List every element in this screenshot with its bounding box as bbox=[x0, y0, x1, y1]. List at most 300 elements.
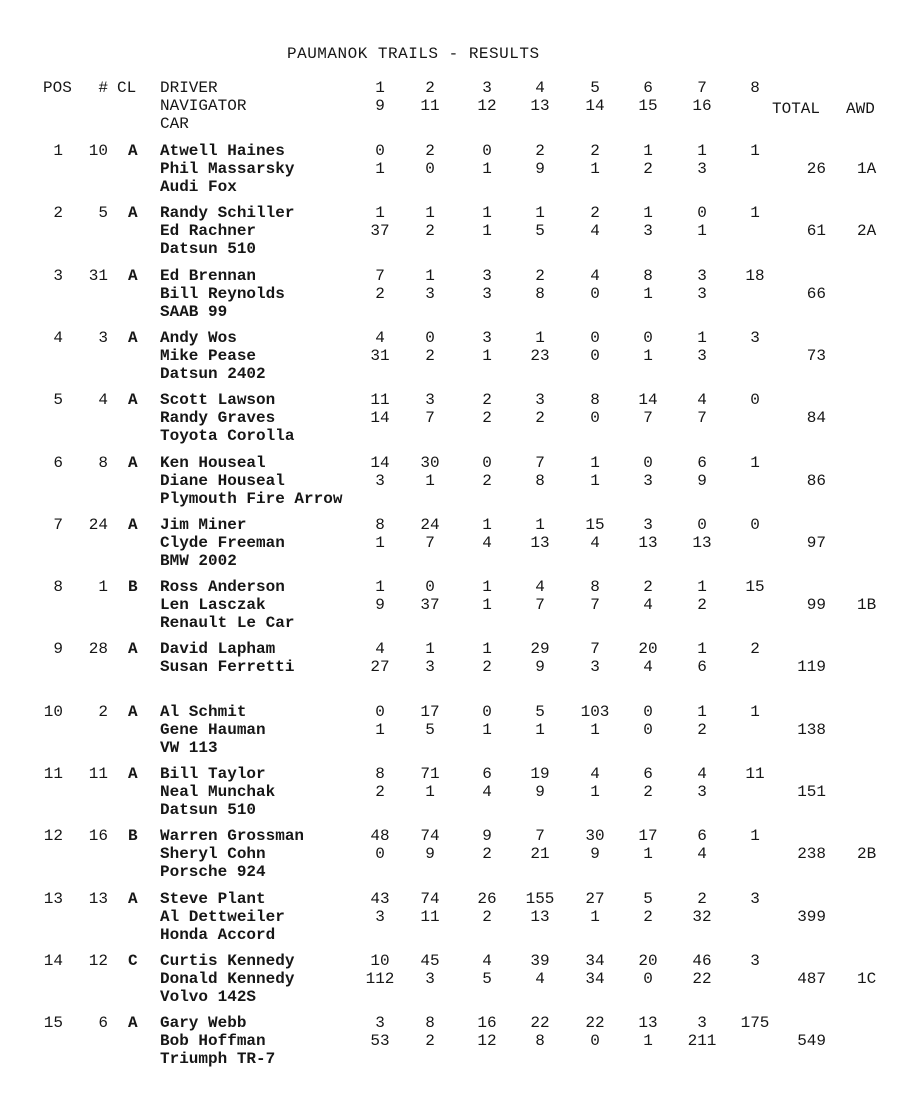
leg-score: 5 bbox=[482, 970, 492, 988]
leg-score: 1 bbox=[590, 472, 600, 490]
leg-score: 3 bbox=[697, 1014, 707, 1032]
leg-score: 3 bbox=[375, 472, 385, 490]
leg-score: 0 bbox=[750, 516, 760, 534]
header-award: AWD bbox=[846, 100, 875, 118]
result-award: 2B bbox=[857, 845, 877, 863]
result-class: A bbox=[128, 454, 138, 472]
leg-score: 1 bbox=[482, 596, 492, 614]
leg-score: 1 bbox=[643, 285, 653, 303]
leg-score: 9 bbox=[375, 596, 385, 614]
leg-score: 14 bbox=[370, 454, 390, 472]
leg-score: 175 bbox=[740, 1014, 770, 1032]
leg-score: 2 bbox=[482, 658, 492, 676]
leg-score: 8 bbox=[425, 1014, 435, 1032]
leg-score: 6 bbox=[643, 765, 653, 783]
result-position: 15 bbox=[43, 1014, 63, 1032]
result-position: 12 bbox=[43, 827, 63, 845]
result-class: C bbox=[128, 952, 138, 970]
result-car: Volvo 142S bbox=[160, 988, 257, 1006]
leg-score: 8 bbox=[535, 472, 545, 490]
result-entry bbox=[0, 1014, 900, 1076]
leg-score: 1 bbox=[535, 204, 545, 222]
result-total: 151 bbox=[797, 783, 826, 801]
leg-score: 0 bbox=[643, 970, 653, 988]
leg-score: 1 bbox=[643, 347, 653, 365]
leg-score: 8 bbox=[535, 285, 545, 303]
leg-score: 53 bbox=[370, 1032, 390, 1050]
leg-score: 2 bbox=[643, 578, 653, 596]
leg-score: 24 bbox=[420, 516, 440, 534]
leg-score: 1 bbox=[590, 783, 600, 801]
leg-score: 8 bbox=[375, 516, 385, 534]
result-navigator: Phil Massarsky bbox=[160, 160, 295, 178]
result-total: 84 bbox=[806, 409, 826, 427]
result-position: 9 bbox=[53, 640, 63, 658]
result-driver: Al Schmit bbox=[160, 703, 247, 721]
header-leg-number: 14 bbox=[585, 97, 605, 115]
result-class: A bbox=[128, 142, 138, 160]
leg-score: 1 bbox=[697, 640, 707, 658]
leg-score: 3 bbox=[425, 285, 435, 303]
leg-score: 27 bbox=[370, 658, 390, 676]
result-total: 66 bbox=[806, 285, 826, 303]
result-car-number: 2 bbox=[98, 703, 108, 721]
leg-score: 9 bbox=[535, 160, 545, 178]
result-car-number: 8 bbox=[98, 454, 108, 472]
result-car: BMW 2002 bbox=[160, 552, 237, 570]
leg-score: 1 bbox=[535, 721, 545, 739]
leg-score: 46 bbox=[692, 952, 712, 970]
result-class: A bbox=[128, 703, 138, 721]
leg-score: 3 bbox=[482, 285, 492, 303]
leg-score: 1 bbox=[535, 516, 545, 534]
result-navigator: Neal Munchak bbox=[160, 783, 276, 801]
result-award: 1C bbox=[857, 970, 877, 988]
leg-score: 0 bbox=[482, 703, 492, 721]
result-navigator: Randy Graves bbox=[160, 409, 276, 427]
header-leg-number: 1 bbox=[375, 79, 385, 97]
result-car-number: 16 bbox=[88, 827, 108, 845]
leg-score: 7 bbox=[697, 409, 707, 427]
leg-score: 9 bbox=[590, 845, 600, 863]
leg-score: 2 bbox=[590, 204, 600, 222]
result-car-number: 28 bbox=[88, 640, 108, 658]
header-leg-number: 12 bbox=[477, 97, 497, 115]
result-total: 61 bbox=[806, 222, 826, 240]
leg-score: 112 bbox=[365, 970, 395, 988]
leg-score: 17 bbox=[420, 703, 440, 721]
leg-score: 2 bbox=[425, 347, 435, 365]
leg-score: 7 bbox=[375, 267, 385, 285]
result-position: 6 bbox=[53, 454, 63, 472]
leg-score: 13 bbox=[530, 908, 550, 926]
leg-score: 2 bbox=[425, 222, 435, 240]
leg-score: 3 bbox=[697, 347, 707, 365]
leg-score: 2 bbox=[750, 640, 760, 658]
leg-score: 1 bbox=[535, 329, 545, 347]
result-entry bbox=[0, 578, 900, 640]
result-position: 14 bbox=[43, 952, 63, 970]
result-class: A bbox=[128, 890, 138, 908]
leg-score: 3 bbox=[425, 658, 435, 676]
result-driver: Ken Houseal bbox=[160, 454, 266, 472]
leg-score: 13 bbox=[638, 534, 658, 552]
leg-score: 7 bbox=[535, 454, 545, 472]
leg-score: 1 bbox=[643, 142, 653, 160]
result-driver: Bill Taylor bbox=[160, 765, 266, 783]
leg-score: 6 bbox=[697, 454, 707, 472]
leg-score: 2 bbox=[482, 391, 492, 409]
leg-score: 9 bbox=[697, 472, 707, 490]
result-total: 549 bbox=[797, 1032, 826, 1050]
header-leg-number: 11 bbox=[420, 97, 440, 115]
leg-score: 0 bbox=[643, 721, 653, 739]
result-driver: Ed Brennan bbox=[160, 267, 257, 285]
leg-score: 1 bbox=[482, 204, 492, 222]
leg-score: 2 bbox=[375, 285, 385, 303]
leg-score: 7 bbox=[590, 640, 600, 658]
result-car-number: 3 bbox=[98, 329, 108, 347]
leg-score: 4 bbox=[535, 970, 545, 988]
leg-score: 0 bbox=[590, 329, 600, 347]
leg-score: 10 bbox=[370, 952, 390, 970]
leg-score: 45 bbox=[420, 952, 440, 970]
leg-score: 13 bbox=[638, 1014, 658, 1032]
leg-score: 4 bbox=[590, 267, 600, 285]
result-driver: Andy Wos bbox=[160, 329, 237, 347]
result-car: Datsun 510 bbox=[160, 240, 257, 258]
header-leg-number: 6 bbox=[643, 79, 653, 97]
leg-score: 22 bbox=[530, 1014, 550, 1032]
header-leg-number: 16 bbox=[692, 97, 712, 115]
leg-score: 15 bbox=[745, 578, 765, 596]
leg-score: 2 bbox=[643, 783, 653, 801]
leg-score: 14 bbox=[638, 391, 658, 409]
leg-score: 17 bbox=[638, 827, 658, 845]
leg-score: 1 bbox=[482, 222, 492, 240]
leg-score: 26 bbox=[477, 890, 497, 908]
leg-score: 37 bbox=[370, 222, 390, 240]
leg-score: 6 bbox=[697, 827, 707, 845]
leg-score: 20 bbox=[638, 952, 658, 970]
result-navigator: Diane Houseal bbox=[160, 472, 285, 490]
leg-score: 1 bbox=[425, 472, 435, 490]
leg-score: 2 bbox=[482, 845, 492, 863]
result-position: 1 bbox=[53, 142, 63, 160]
leg-score: 3 bbox=[697, 285, 707, 303]
leg-score: 3 bbox=[425, 970, 435, 988]
result-class: A bbox=[128, 267, 138, 285]
leg-score: 5 bbox=[535, 703, 545, 721]
result-car: Triumph TR-7 bbox=[160, 1050, 276, 1068]
result-car-number: 11 bbox=[88, 765, 108, 783]
leg-score: 3 bbox=[590, 658, 600, 676]
leg-score: 3 bbox=[643, 472, 653, 490]
leg-score: 3 bbox=[697, 267, 707, 285]
result-navigator: Donald Kennedy bbox=[160, 970, 295, 988]
result-driver: Gary Webb bbox=[160, 1014, 247, 1032]
leg-score: 1 bbox=[643, 1032, 653, 1050]
leg-score: 30 bbox=[420, 454, 440, 472]
result-class: A bbox=[128, 391, 138, 409]
result-driver: Scott Lawson bbox=[160, 391, 276, 409]
leg-score: 0 bbox=[482, 142, 492, 160]
result-car-number: 10 bbox=[88, 142, 108, 160]
leg-score: 3 bbox=[375, 908, 385, 926]
result-total: 238 bbox=[797, 845, 826, 863]
result-class: A bbox=[128, 765, 138, 783]
result-entry bbox=[0, 267, 900, 329]
leg-score: 23 bbox=[530, 347, 550, 365]
leg-score: 9 bbox=[535, 658, 545, 676]
leg-score: 7 bbox=[425, 409, 435, 427]
leg-score: 2 bbox=[482, 472, 492, 490]
result-entry bbox=[0, 952, 900, 1014]
leg-score: 0 bbox=[425, 160, 435, 178]
result-total: 26 bbox=[806, 160, 826, 178]
leg-score: 0 bbox=[697, 204, 707, 222]
leg-score: 32 bbox=[692, 908, 712, 926]
leg-score: 29 bbox=[530, 640, 550, 658]
result-driver: Ross Anderson bbox=[160, 578, 285, 596]
leg-score: 3 bbox=[425, 391, 435, 409]
result-total: 119 bbox=[797, 658, 826, 676]
leg-score: 1 bbox=[482, 347, 492, 365]
result-driver: Warren Grossman bbox=[160, 827, 305, 845]
leg-score: 3 bbox=[643, 222, 653, 240]
leg-score: 2 bbox=[425, 142, 435, 160]
leg-score: 7 bbox=[535, 596, 545, 614]
result-entry bbox=[0, 329, 900, 391]
leg-score: 4 bbox=[375, 329, 385, 347]
result-position: 10 bbox=[43, 703, 63, 721]
leg-score: 0 bbox=[750, 391, 760, 409]
result-position: 11 bbox=[43, 765, 63, 783]
leg-score: 0 bbox=[425, 329, 435, 347]
leg-score: 11 bbox=[370, 391, 390, 409]
leg-score: 1 bbox=[482, 160, 492, 178]
leg-score: 2 bbox=[590, 142, 600, 160]
result-navigator: Clyde Freeman bbox=[160, 534, 285, 552]
leg-score: 4 bbox=[482, 534, 492, 552]
leg-score: 0 bbox=[590, 347, 600, 365]
leg-score: 13 bbox=[692, 534, 712, 552]
leg-score: 1 bbox=[590, 160, 600, 178]
leg-score: 9 bbox=[535, 783, 545, 801]
header-total: TOTAL bbox=[772, 100, 821, 118]
result-car: VW 113 bbox=[160, 739, 218, 757]
leg-score: 2 bbox=[482, 908, 492, 926]
leg-score: 155 bbox=[525, 890, 555, 908]
leg-score: 3 bbox=[643, 516, 653, 534]
leg-score: 6 bbox=[482, 765, 492, 783]
leg-score: 34 bbox=[585, 952, 605, 970]
leg-score: 7 bbox=[535, 827, 545, 845]
header-navigator: NAVIGATOR bbox=[160, 97, 247, 115]
leg-score: 1 bbox=[375, 204, 385, 222]
header-car-number: # bbox=[98, 79, 108, 97]
result-position: 3 bbox=[53, 267, 63, 285]
leg-score: 0 bbox=[697, 516, 707, 534]
result-navigator: Len Lasczak bbox=[160, 596, 266, 614]
result-class: A bbox=[128, 204, 138, 222]
leg-score: 1 bbox=[482, 640, 492, 658]
leg-score: 1 bbox=[590, 454, 600, 472]
result-navigator: Mike Pease bbox=[160, 347, 257, 365]
result-navigator: Bob Hoffman bbox=[160, 1032, 266, 1050]
leg-score: 4 bbox=[643, 658, 653, 676]
leg-score: 8 bbox=[590, 391, 600, 409]
result-driver: David Lapham bbox=[160, 640, 276, 658]
result-award: 2A bbox=[857, 222, 877, 240]
header-driver: DRIVER bbox=[160, 79, 218, 97]
result-car-number: 5 bbox=[98, 204, 108, 222]
leg-score: 1 bbox=[643, 845, 653, 863]
result-total: 399 bbox=[797, 908, 826, 926]
leg-score: 211 bbox=[687, 1032, 717, 1050]
leg-score: 1 bbox=[425, 783, 435, 801]
leg-score: 22 bbox=[692, 970, 712, 988]
leg-score: 3 bbox=[750, 329, 760, 347]
leg-score: 2 bbox=[697, 721, 707, 739]
leg-score: 12 bbox=[477, 1032, 497, 1050]
leg-score: 1 bbox=[697, 578, 707, 596]
header-leg-number: 5 bbox=[590, 79, 600, 97]
leg-score: 1 bbox=[750, 142, 760, 160]
result-total: 73 bbox=[806, 347, 826, 365]
leg-score: 27 bbox=[585, 890, 605, 908]
leg-score: 103 bbox=[580, 703, 610, 721]
leg-score: 9 bbox=[425, 845, 435, 863]
leg-score: 1 bbox=[482, 578, 492, 596]
leg-score: 39 bbox=[530, 952, 550, 970]
leg-score: 11 bbox=[745, 765, 765, 783]
leg-score: 3 bbox=[482, 267, 492, 285]
leg-score: 30 bbox=[585, 827, 605, 845]
leg-score: 37 bbox=[420, 596, 440, 614]
result-car-number: 13 bbox=[88, 890, 108, 908]
result-award: 1B bbox=[857, 596, 877, 614]
header-leg-number: 8 bbox=[750, 79, 760, 97]
leg-score: 8 bbox=[590, 578, 600, 596]
result-entry bbox=[0, 703, 900, 765]
result-position: 8 bbox=[53, 578, 63, 596]
result-car: Plymouth Fire Arrow bbox=[160, 490, 343, 508]
leg-score: 1 bbox=[697, 142, 707, 160]
leg-score: 1 bbox=[375, 721, 385, 739]
leg-score: 34 bbox=[585, 970, 605, 988]
result-position: 13 bbox=[43, 890, 63, 908]
leg-score: 2 bbox=[643, 908, 653, 926]
result-class: A bbox=[128, 329, 138, 347]
result-car: SAAB 99 bbox=[160, 303, 228, 321]
result-car: Datsun 2402 bbox=[160, 365, 266, 383]
result-car-number: 1 bbox=[98, 578, 108, 596]
leg-score: 0 bbox=[375, 845, 385, 863]
leg-score: 5 bbox=[643, 890, 653, 908]
leg-score: 0 bbox=[590, 1032, 600, 1050]
result-car: Porsche 924 bbox=[160, 863, 266, 881]
leg-score: 4 bbox=[535, 578, 545, 596]
result-car-number: 4 bbox=[98, 391, 108, 409]
result-class: B bbox=[128, 578, 138, 596]
leg-score: 1 bbox=[750, 454, 760, 472]
leg-score: 2 bbox=[643, 160, 653, 178]
result-car: Renault Le Car bbox=[160, 614, 295, 632]
leg-score: 7 bbox=[425, 534, 435, 552]
leg-score: 1 bbox=[425, 267, 435, 285]
leg-score: 1 bbox=[590, 721, 600, 739]
leg-score: 0 bbox=[375, 142, 385, 160]
leg-score: 4 bbox=[482, 783, 492, 801]
leg-score: 11 bbox=[420, 908, 440, 926]
leg-score: 3 bbox=[750, 952, 760, 970]
result-entry bbox=[0, 454, 900, 516]
result-car: Audi Fox bbox=[160, 178, 237, 196]
result-navigator: Al Dettweiler bbox=[160, 908, 285, 926]
leg-score: 1 bbox=[482, 721, 492, 739]
leg-score: 4 bbox=[643, 596, 653, 614]
leg-score: 4 bbox=[697, 391, 707, 409]
leg-score: 43 bbox=[370, 890, 390, 908]
result-entry bbox=[0, 890, 900, 952]
leg-score: 0 bbox=[643, 454, 653, 472]
leg-score: 1 bbox=[697, 222, 707, 240]
leg-score: 4 bbox=[482, 952, 492, 970]
leg-score: 1 bbox=[750, 703, 760, 721]
leg-score: 48 bbox=[370, 827, 390, 845]
result-car: Toyota Corolla bbox=[160, 427, 295, 445]
leg-score: 8 bbox=[375, 765, 385, 783]
result-position: 5 bbox=[53, 391, 63, 409]
leg-score: 18 bbox=[745, 267, 765, 285]
leg-score: 3 bbox=[482, 329, 492, 347]
leg-score: 0 bbox=[425, 578, 435, 596]
leg-score: 22 bbox=[585, 1014, 605, 1032]
result-driver: Randy Schiller bbox=[160, 204, 295, 222]
header-leg-number: 9 bbox=[375, 97, 385, 115]
leg-score: 15 bbox=[585, 516, 605, 534]
leg-score: 1 bbox=[750, 204, 760, 222]
result-entry bbox=[0, 516, 900, 578]
leg-score: 7 bbox=[643, 409, 653, 427]
result-car: Honda Accord bbox=[160, 926, 276, 944]
result-navigator: Gene Hauman bbox=[160, 721, 266, 739]
leg-score: 19 bbox=[530, 765, 550, 783]
result-car-number: 31 bbox=[88, 267, 108, 285]
leg-score: 31 bbox=[370, 347, 390, 365]
leg-score: 1 bbox=[375, 160, 385, 178]
header-leg-number: 2 bbox=[425, 79, 435, 97]
leg-score: 4 bbox=[590, 222, 600, 240]
leg-score: 1 bbox=[482, 516, 492, 534]
result-car-number: 6 bbox=[98, 1014, 108, 1032]
result-total: 97 bbox=[806, 534, 826, 552]
leg-score: 9 bbox=[482, 827, 492, 845]
leg-score: 0 bbox=[590, 409, 600, 427]
result-car: Datsun 510 bbox=[160, 801, 257, 819]
result-driver: Jim Miner bbox=[160, 516, 247, 534]
result-entry bbox=[0, 827, 900, 889]
leg-score: 2 bbox=[697, 890, 707, 908]
leg-score: 5 bbox=[535, 222, 545, 240]
header-car: CAR bbox=[160, 115, 189, 133]
header-leg-number: 3 bbox=[482, 79, 492, 97]
leg-score: 8 bbox=[643, 267, 653, 285]
leg-score: 4 bbox=[590, 765, 600, 783]
result-position: 2 bbox=[53, 204, 63, 222]
leg-score: 8 bbox=[535, 1032, 545, 1050]
